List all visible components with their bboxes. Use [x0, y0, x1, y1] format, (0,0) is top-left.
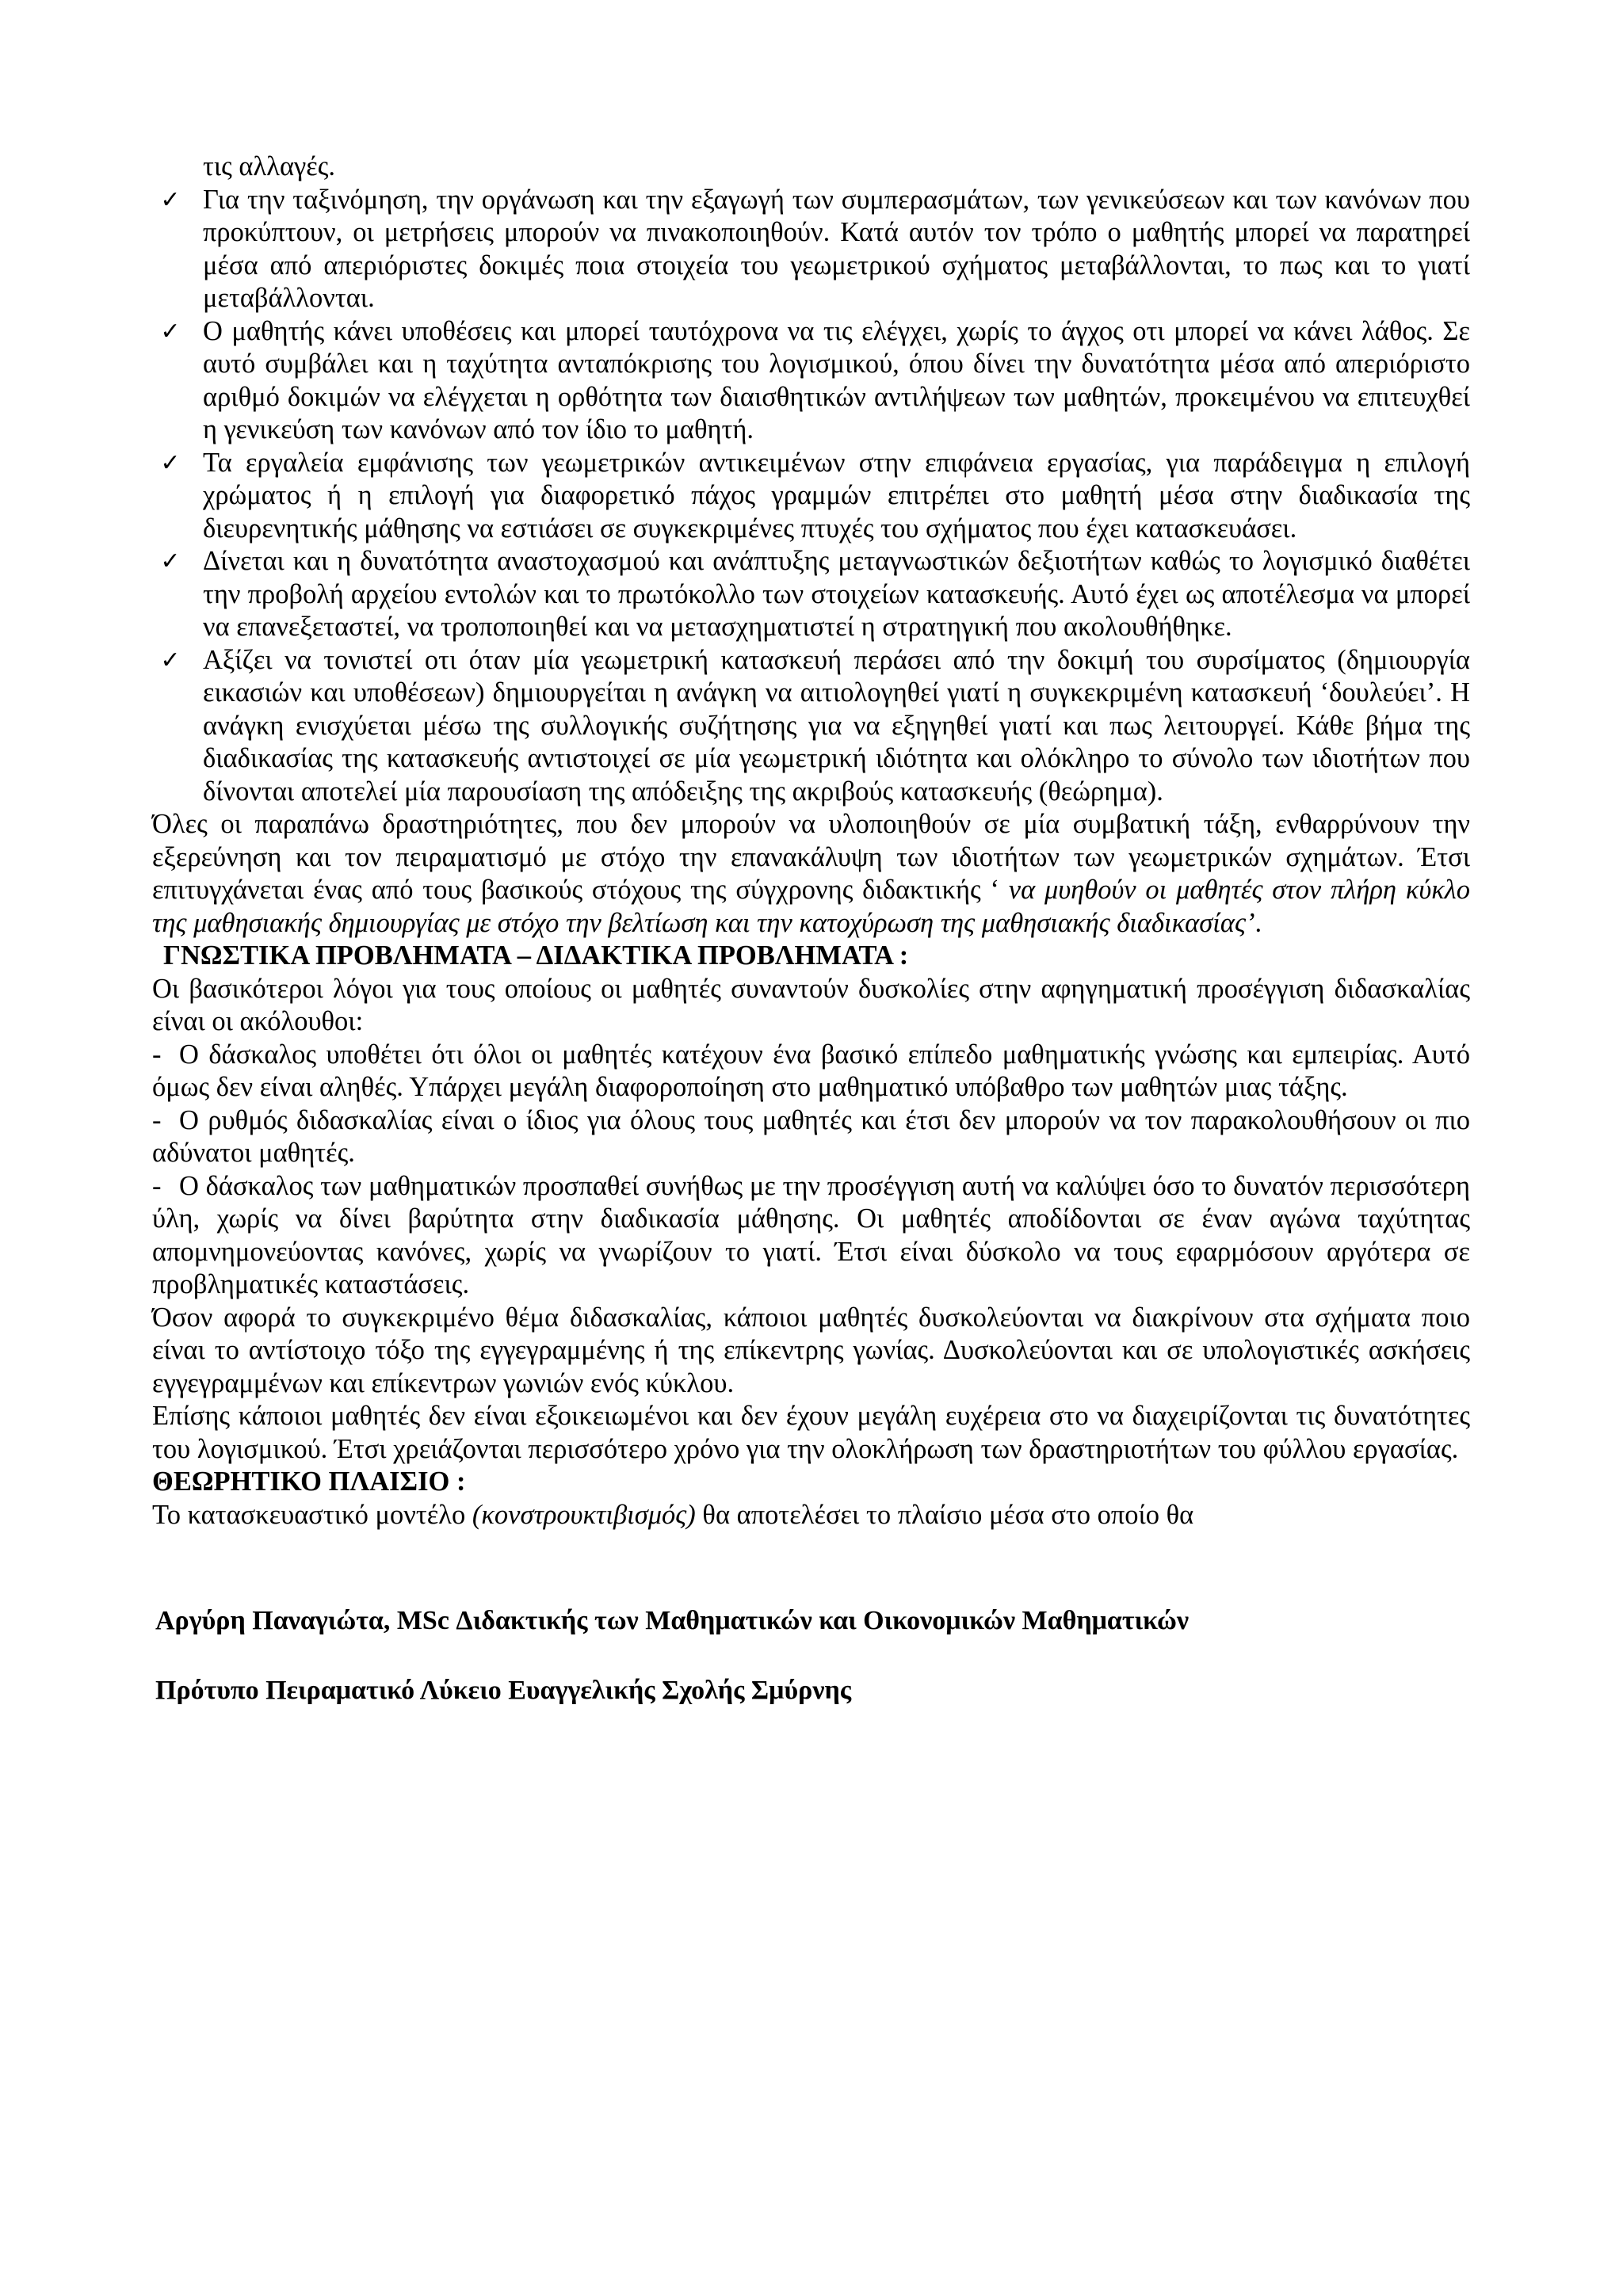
problem-item	[152, 1170, 1470, 1302]
software-difficulties-paragraph: Επίσης κάποιοι μαθητές δεν είναι εξοικειωμένοι και δεν έχουν μεγάλη ευχέρεια στο να διαχειρίζονται τις δυνατότητες του λογισμικού. Έτσι χρειάζονται περισσότερο χρόνο για την ολοκλήρωση των δραστηριοτήτων του φύλλου εργασίας.	[152, 1401, 1470, 1464]
checklist-item-text: Τα εργαλεία εμφάνισης των γεωμετρικών αντικειμένων στην επιφάνεια εργασίας, για παράδειγμα η επιλογή χρώματος ή η επιλογή για διαφορετικό πάχος γραμμών επιτρέπει στο μαθητή μέσα στην διαδικασία της διευρενητικής μάθησης να εστιάσει σε συγκεκριμένες πτυχές του σχήματος που έχει κατασκευάσει.	[203, 447, 1470, 543]
problem-item	[152, 1104, 1470, 1170]
checklist-item-text: Ο μαθητής κάνει υποθέσεις και μπορεί ταυτόχρονα να τις ελέγχει, χωρίς το άγχος οτι μπορεί να κάνει λάθος. Σε αυτό συμβάλει και η ταχύτητα ανταπόκρισης του λογισμικού, όπου δίνει την δυνατότητα μέσα από απεριόριστο αριθμό δοκιμών να ελέγχεται η ορθότητα των διαισθητικών αντιλήψεων των μαθητών, προκειμένου να επιτευχθεί η γενικεύση των κανόνων από τον ίδιο το μαθητή.	[203, 315, 1470, 444]
summary-end: .	[1254, 907, 1262, 938]
checkmark-icon: ✓	[160, 646, 181, 674]
theory-text-start: Το κατασκευαστικό μοντέλο	[152, 1499, 472, 1530]
dash-marker: -	[152, 1039, 162, 1070]
checkmark-icon: ✓	[160, 448, 181, 477]
problem-item-text: Ο δάσκαλος των μαθηματικών προσπαθεί συνήθως με την προσέγγιση αυτή να καλύψει όσο το δυνατόν περισσότερη ύλη, χωρίς να δίνει βαρύτητα στην διαδικασία μάθησης. Οι μαθητές αποδίδονται σε έναν αγώνα ταχύτητας απομνημονεύοντας κανόνες, χωρίς να γνωρίζουν το γιατί. Έτσι είναι δύσκολο να τους εφαρμόσουν αργότερα σε προβληματικές καταστάσεις.	[152, 1170, 1470, 1299]
continuation-line: τις αλλαγές.	[203, 151, 336, 181]
summary-text: Όλες οι παραπάνω δραστηριότητες, που δεν μπορούν να υλοποιηθούν σε μία συμβατική τάξη, ενθαρρύνουν την εξερεύνηση και τον πειραματισμό με στόχο την επανακάλυψη των ιδιοτήτων των γεωμετρικών σχημάτων. Έτσι επιτυγχάνεται ένας από τους βασικούς στόχους της σύγχρονης διδακτικής ‘	[152, 809, 1470, 905]
summary-quote: να μυηθούν οι μαθητές στον πλήρη κύκλο της μαθησιακής δημιουργίας με στόχο την βελτίωση και την κατοχύρωση της μαθησιακής διαδικασίας’	[152, 875, 1470, 938]
section-heading-theory: ΘΕΩΡΗΤΙΚΟ ΠΛΑΙΣΙΟ :	[152, 1466, 466, 1497]
summary-paragraph	[152, 808, 1470, 940]
checklist-item-text: Δίνεται και η δυνατότητα αναστοχασμού και ανάπτυξης μεταγνωστικών δεξιοτήτων καθώς το λογισμικό διαθέτει την προβολή αρχείου εντολών και το πρωτόκολλο των στοιχείων κατασκευής. Αυτό έχει ως αποτέλεσμα να μπορεί να επανεξεταστεί, να τροποποιηθεί και να μετασχηματιστεί η στρατηγική που ακολουθήθηκε.	[203, 546, 1470, 642]
theory-text-end: θα αποτελέσει το πλαίσιο μέσα στο οποίο θα	[695, 1499, 1194, 1530]
footer-author: Αργύρη Παναγιώτα, MSc Διδακτικής των Μαθηματικών και Οικονομικών Μαθηματικών	[155, 1606, 1190, 1635]
topic-difficulties-paragraph: Όσον αφορά το συγκεκριμένο θέμα διδασκαλίας, κάποιοι μαθητές δυσκολεύονται να διακρίνουν στα σχήματα ποιο είναι το αντίστοιχο τόξο της εγγεγραμμένης ή της επίκεντρης γωνίας. Δυσκολεύονται και σε υπολογιστικές ασκήσεις εγγεγραμμένων και επίκεντρων γωνιών ενός κύκλου.	[152, 1302, 1470, 1398]
checkmark-icon: ✓	[160, 317, 181, 345]
problem-item-text: Ο ρυθμός διδασκαλίας είναι ο ίδιος για όλους τους μαθητές και έτσι δεν μπορούν να τον παρακολουθήσουν οι πιο αδύνατοι μαθητές.	[152, 1104, 1470, 1168]
theory-paragraph	[152, 1499, 1470, 1532]
checklist-item	[152, 644, 1470, 809]
problem-item	[152, 1039, 1470, 1104]
checklist-item-text: Για την ταξινόμηση, την οργάνωση και την εξαγωγή των συμπερασμάτων, των γενικεύσεων και των κανόνων που προκύπτουν, οι μετρήσεις μπορούν να πινακοποιηθούν. Κατά αυτόν τον τρόπο ο μαθητής μπορεί να παρατηρεί μέσα από απεριόριστες δοκιμές ποια στοιχεία του γεωμετρικού σχήματος μεταβάλλονται, το πως και το γιατί μεταβάλλονται.	[203, 184, 1470, 313]
checklist-item	[152, 447, 1470, 546]
checklist-item	[152, 184, 1470, 315]
problem-item-text: Ο δάσκαλος υποθέτει ότι όλοι οι μαθητές κατέχουν ένα βασικό επίπεδο μαθηματικής γνώσης και εμπειρίας. Αυτό όμως δεν είναι αληθές. Υπάρχει μεγάλη διαφοροποίηση στο μαθηματικό υπόβαθρο των μαθητών μιας τάξης.	[152, 1039, 1470, 1102]
checklist-item-text: Αξίζει να τονιστεί οτι όταν μία γεωμετρική κατασκευή περάσει από την δοκιμή του συρσίματος (δημιουργία εικασιών και υποθέσεων) δημιουργείται η ανάγκη να αιτιολογηθεί γιατί η συγκεκριμένη κατασκευή ‘δουλεύει’. Η ανάγκη ενισχύεται μέσω της συλλογικής συζήτησης για να εξηγηθεί γιατί και πως λειτουργεί. Κάθε βήμα της διαδικασίας της κατασκευής αντιστοιχεί σε μία γεωμετρική ιδιότητα και ολόκληρο το σύνολο των ιδιοτήτων που δίνονται αποτελεί μία παρουσίαση της απόδειξης της ακριβούς κατασκευής (θεώρημα).	[203, 644, 1470, 807]
section-heading-problems: ΓΝΩΣΤΙΚΑ ΠΡΟΒΛΗΜΑΤΑ – ΔΙΔΑΚΤΙΚΑ ΠΡΟΒΛΗΜΑΤΑ :	[163, 940, 909, 971]
dash-marker: -	[152, 1170, 162, 1201]
checklist	[152, 184, 1470, 809]
checklist-item	[152, 315, 1470, 447]
checkmark-icon: ✓	[160, 185, 181, 214]
document-body	[152, 151, 1470, 1531]
checklist-item	[152, 545, 1470, 644]
checkmark-icon: ✓	[160, 547, 181, 575]
problems-intro: Οι βασικότεροι λόγοι για τους οποίους οι μαθητές συναντούν δυσκολίες στην αφηγηματική προσέγγιση διδασκαλίας είναι οι ακόλουθοι:	[152, 973, 1470, 1036]
footer-school: Πρότυπο Πειραματικό Λύκειο Ευαγγελικής Σχολής Σμύρνης	[155, 1676, 852, 1705]
dash-marker: -	[152, 1104, 162, 1135]
theory-text-italic: (κονστρουκτιβισμός)	[472, 1499, 696, 1530]
